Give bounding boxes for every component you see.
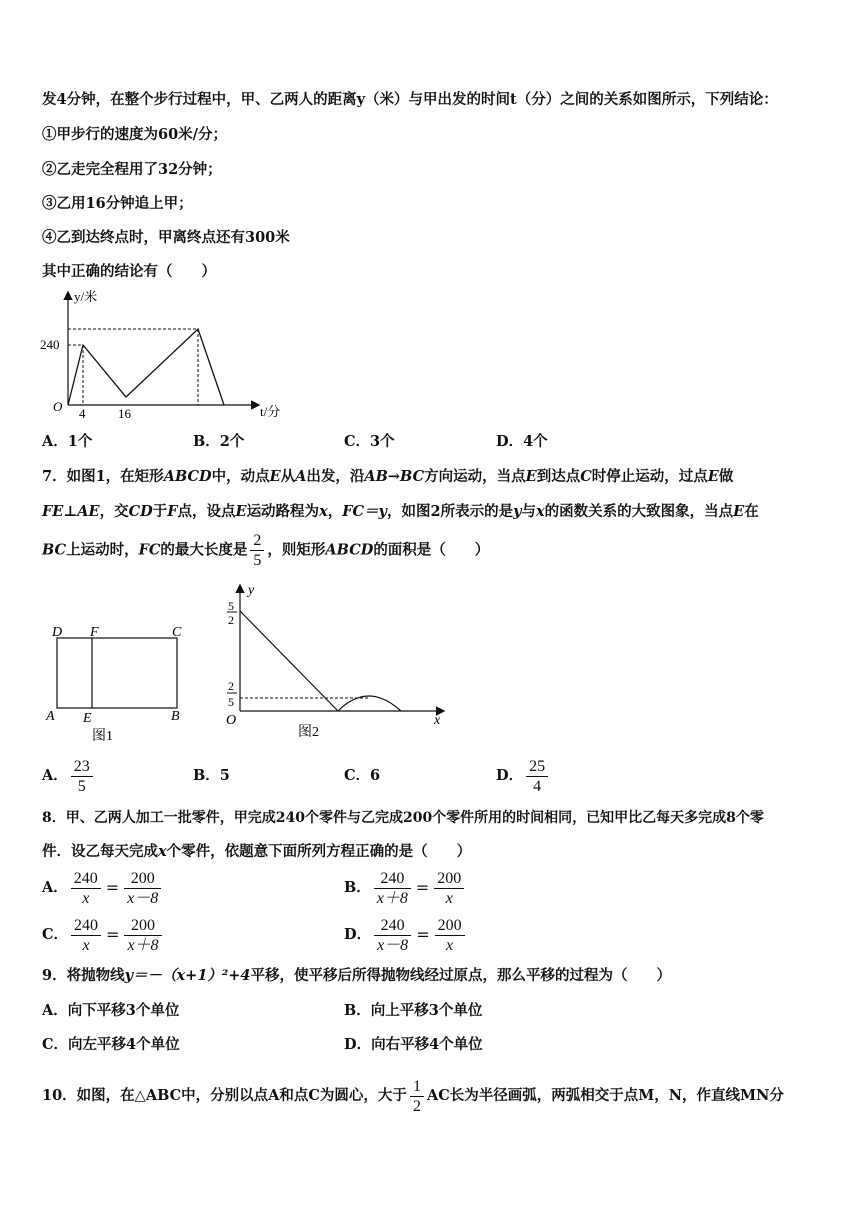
- q6-x-axis-label: t/分: [260, 404, 281, 419]
- q6-graph: [40, 285, 300, 425]
- svg-text:O: O: [226, 713, 237, 728]
- q9-option-b: B．向上平移3个单位: [344, 1002, 483, 1019]
- svg-text:B: B: [171, 709, 180, 724]
- q6-intro: 发4分钟，在整个步行过程中，甲、乙两人的距离y（米）与甲出发的时间t（分）之间的关系如图所示，下列结论：: [42, 91, 778, 108]
- q7-option-d: D． $\frac{25}{4}$: [496, 756, 551, 796]
- q7-figure-2: [218, 578, 458, 738]
- q7-option-a: A． $\frac{23}{5}$: [42, 756, 96, 796]
- q6-y-tick: 240: [40, 337, 60, 352]
- q6-statement-4: ④乙到达终点时，甲离终点还有300米: [42, 229, 290, 246]
- q8-line-1: 8．甲、乙两人加工一批零件，甲完成240个零件与乙完成200个零件所用的时间相同，已知甲比乙每天多完成8个零: [42, 810, 764, 826]
- q6-graph-line: [68, 329, 224, 405]
- q7-figure-1: [40, 618, 200, 748]
- svg-text:y: y: [248, 583, 255, 598]
- svg-text:5: 5: [228, 695, 234, 709]
- q6-statement-3: ③乙用16分钟追上甲；: [42, 195, 193, 212]
- svg-text:F: F: [90, 625, 99, 640]
- q6-statement-2: ②乙走完全程用了32分钟；: [42, 161, 222, 178]
- q6-option-b: B．2个: [193, 433, 245, 450]
- q6-x-tick-4: 4: [79, 406, 86, 421]
- q6-option-d: D．4个: [496, 433, 548, 450]
- svg-text:5: 5: [228, 599, 234, 613]
- q8-option-d: D． $\frac{240}{x-8}$ = $\frac{200}{x}$: [344, 915, 468, 955]
- q6-x-tick-16: 16: [118, 406, 131, 421]
- q7-option-b: B．5: [193, 767, 230, 784]
- svg-text:A: A: [46, 709, 55, 724]
- q6-statement-1: ①甲步行的速度为60米/分；: [42, 126, 227, 143]
- q7-line-1: 7．如图1，在矩形ABCD中，动点E从A出发，沿AB→BC方向运动，当点E到达点C时停止运动，过点E做: [42, 468, 734, 485]
- svg-text:2: 2: [228, 679, 234, 693]
- svg-text:C: C: [172, 625, 182, 640]
- q9-option-c: C．向左平移4个单位: [42, 1036, 180, 1053]
- q8-line-2: 件．设乙每天完成x个零件，依题意下面所列方程正确的是（ ）: [42, 843, 472, 860]
- svg-text:x: x: [434, 713, 441, 728]
- q6-y-axis-label: y/米: [74, 289, 98, 304]
- q6-option-c: C．3个: [344, 433, 395, 450]
- q9-option-a: A．向下平移3个单位: [42, 1002, 180, 1019]
- q6-option-a: A．1个: [42, 433, 93, 450]
- q6-ask: 其中正确的结论有（ ）: [42, 263, 216, 280]
- q10-line: 10．如图，在△ABC中，分别以点A和点C为圆心，大于 $\frac{1}{2}$ AC长为半径画弧，两弧相交于点M，N，作直线MN分: [42, 1077, 784, 1115]
- q7-option-c: C．6: [344, 767, 381, 784]
- q7-line-3: BC上运动时，FC的最大长度是 $\frac{2}{5}$ ，则矩形ABCD的面积是（ ）: [42, 532, 490, 569]
- q7-fig1-label: 图1: [92, 729, 113, 744]
- q9-line: 9．将抛物线y＝－（x+1）²+4平移，使平移后所得抛物线经过原点，那么平移的过程为（ ）: [42, 967, 671, 984]
- q7-fig2-line: [240, 611, 338, 711]
- svg-text:2: 2: [228, 613, 234, 627]
- q8-option-c: C． $\frac{240}{x}$ = $\frac{200}{x+8}$: [42, 915, 165, 955]
- q7-fig2-label: 图2: [298, 725, 319, 738]
- svg-text:D: D: [52, 625, 63, 640]
- q8-option-b: B． $\frac{240}{x+8}$ = $\frac{200}{x}$: [344, 868, 467, 908]
- q9-option-d: D．向右平移4个单位: [344, 1036, 483, 1053]
- svg-text:E: E: [83, 711, 92, 726]
- q8-option-a: A． $\frac{240}{x}$ = $\frac{200}{x-8}$: [42, 868, 164, 908]
- q6-origin: O: [53, 399, 63, 414]
- q7-line-2: FE⊥AE，交CD于F点，设点E运动路程为x，FC＝y，如图2所表示的是y与x的函数关系的大致图象，当点E在: [42, 503, 759, 520]
- q7-fraction: $\frac{2}{5}$: [250, 531, 264, 570]
